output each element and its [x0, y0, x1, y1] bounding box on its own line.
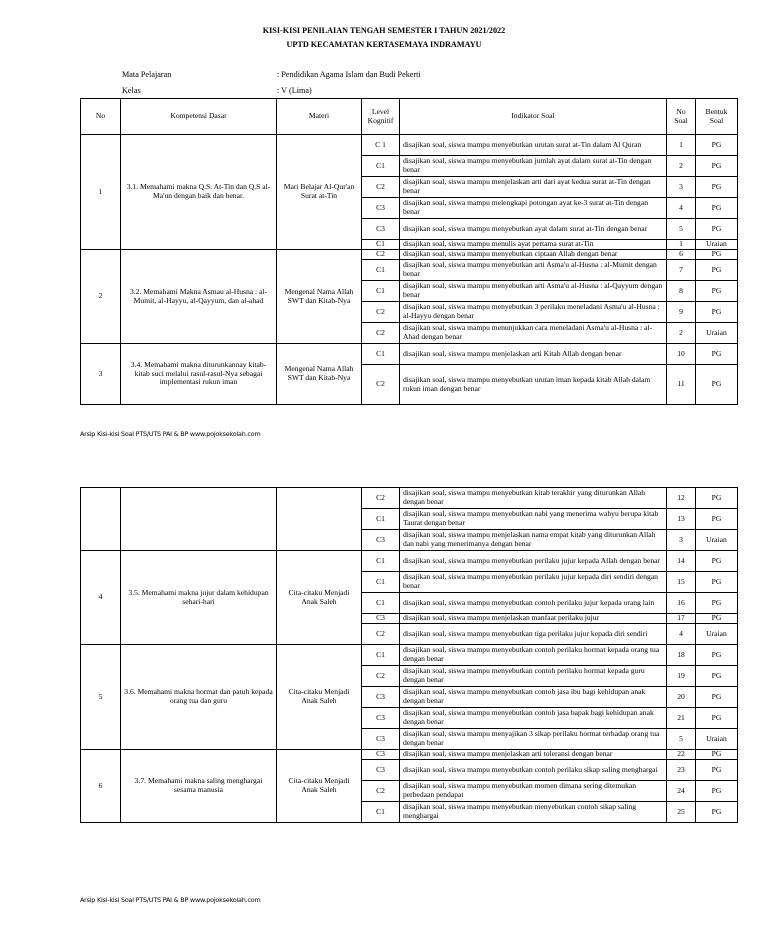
footer-text: Arsip Kisi-kisi Soal PTS/UTS PAI & BP www.pojoksekolah.com [80, 430, 261, 438]
level-kognitif: C3 [362, 750, 400, 760]
no-soal: 10 [667, 344, 696, 365]
bentuk-soal: PG [696, 219, 738, 240]
level-kognitif: C2 [362, 781, 400, 802]
indikator-soal: disajikan soal, siswa mampu menyebutkan ayat dalam surat at-Tin dengan benar [400, 219, 667, 240]
group-number: 6 [81, 750, 121, 823]
no-soal: 21 [667, 708, 696, 729]
indikator-soal: disajikan soal, siswa mampu menyebutkan 3 perilaku meneladani Asma'u al-Husna : al-Hayyu dengan benar [400, 302, 667, 323]
table-row [81, 750, 738, 760]
level-kognitif: C2 [362, 323, 400, 344]
kompetensi-dasar: 3.2. Memahami Makna Asmau al-Husna : al-Mumit, al-Hayyu, al-Qayyum, dan al-ahad [121, 250, 277, 344]
indikator-soal: disajikan soal, siswa mampu menyebutkan contoh perilaku hormat kepada guru dengan benar [400, 666, 667, 687]
indikator-soal: disajikan soal, siswa mampu menunjukkan cara meneladani Asma'u al-Husna : al-Ahad dengan benar [400, 323, 667, 344]
materi: Mari Belajar Al-Qur'an Surat at-Tin [277, 135, 362, 250]
kompetensi-dasar: 3.6. Memahami makna hormat dan patuh kepada orang tua dan guru [121, 645, 277, 750]
table-row [81, 135, 738, 156]
indikator-soal: disajikan soal, siswa mampu menulis ayat pertama surat at-Tin [400, 240, 667, 250]
bentuk-soal: PG [696, 645, 738, 666]
no-soal: 18 [667, 645, 696, 666]
level-kognitif: C3 [362, 614, 400, 624]
level-kognitif: C2 [362, 624, 400, 645]
group-number [81, 488, 121, 551]
bentuk-soal: PG [696, 551, 738, 572]
kompetensi-dasar [121, 488, 277, 551]
no-soal: 14 [667, 551, 696, 572]
col-header-no-soal: No Soal [667, 99, 696, 135]
indikator-soal: disajikan soal, siswa mampu menyebutkan contoh jasa bapak bagi kehidupan anak dengan benar [400, 708, 667, 729]
bentuk-soal: PG [696, 302, 738, 323]
level-kognitif: C2 [362, 365, 400, 405]
level-kognitif: C1 [362, 593, 400, 614]
bentuk-soal: PG [696, 802, 738, 823]
no-soal: 7 [667, 260, 696, 281]
kompetensi-dasar: 3.1. Memahami makna Q.S. At-Tin dan Q.S al-Ma'un dengan baik dan benar. [121, 135, 277, 250]
indikator-soal: disajikan soal, siswa mampu menyebutkan contoh perilaku sikap saling menghargai [400, 760, 667, 781]
indikator-soal: disajikan soal, siswa mampu menyebutkan perilaku jujur kepada Allah dengan benar [400, 551, 667, 572]
no-soal: 5 [667, 729, 696, 750]
grid-table-page-2 [80, 487, 738, 823]
bentuk-soal: PG [696, 750, 738, 760]
level-kognitif: C2 [362, 177, 400, 198]
indikator-soal: disajikan soal, siswa mampu menyebutkan arti Asma'u al-Husna : al-Mumit dengan benar [400, 260, 667, 281]
level-kognitif: C3 [362, 760, 400, 781]
bentuk-soal: PG [696, 509, 738, 530]
no-soal: 9 [667, 302, 696, 323]
footer-text: Arsip Kisi-kisi Soal PTS/UTS PAI & BP www.pojoksekolah.com [80, 896, 261, 904]
no-soal: 24 [667, 781, 696, 802]
materi [277, 488, 362, 551]
level-kognitif: C1 [362, 281, 400, 302]
table-header-row [81, 99, 738, 135]
no-soal: 3 [667, 530, 696, 551]
level-kognitif: C3 [362, 219, 400, 240]
col-header-no: No [81, 99, 121, 135]
bentuk-soal: PG [696, 687, 738, 708]
indikator-soal: disajikan soal, siswa mampu menjelaskan arti dari ayat kedua surat at-Tin dengan benar [400, 177, 667, 198]
table-row [81, 551, 738, 572]
indikator-soal: disajikan soal, siswa mampu menyajikan 3 sikap perilaku hormat terhadap orang tua dengan benar [400, 729, 667, 750]
indikator-soal: disajikan soal, siswa mampu menyebutkan arti Asma'u al-Husna : al-Qayyum dengan benar [400, 281, 667, 302]
level-kognitif: C3 [362, 687, 400, 708]
indikator-soal: disajikan soal, siswa mampu menyebutkan menyebutkan contoh sikap saling menghargai [400, 802, 667, 823]
bentuk-soal: PG [696, 344, 738, 365]
col-header-indikator: Indikator Soal [400, 99, 667, 135]
no-soal: 1 [667, 135, 696, 156]
bentuk-soal: PG [696, 760, 738, 781]
indikator-soal: disajikan soal, siswa mampu menjelaskan arti toleransi dengan benar [400, 750, 667, 760]
bentuk-soal: PG [696, 572, 738, 593]
no-soal: 15 [667, 572, 696, 593]
indikator-soal: disajikan soal, siswa mampu menyebutkan kitab terakhir yang diturunkan Allah dengan benar [400, 488, 667, 509]
materi: Mengenal Nama Allah SWT dan Kitab-Nya [277, 344, 362, 405]
col-header-level: Level Kognitif [362, 99, 400, 135]
bentuk-soal: PG [696, 614, 738, 624]
no-soal: 20 [667, 687, 696, 708]
no-soal: 2 [667, 323, 696, 344]
level-kognitif: C2 [362, 666, 400, 687]
table-row [81, 250, 738, 260]
group-number: 4 [81, 551, 121, 645]
level-kognitif: C3 [362, 729, 400, 750]
no-soal: 17 [667, 614, 696, 624]
level-kognitif: C2 [362, 302, 400, 323]
no-soal: 1 [667, 240, 696, 250]
table-row [81, 488, 738, 509]
materi: Cita-citaku Menjadi Anak Saleh [277, 551, 362, 645]
bentuk-soal: PG [696, 177, 738, 198]
bentuk-soal: PG [696, 281, 738, 302]
no-soal: 8 [667, 281, 696, 302]
bentuk-soal: PG [696, 135, 738, 156]
no-soal: 2 [667, 156, 696, 177]
indikator-soal: disajikan soal, siswa mampu menyebutkan nabi yang menerima wahyu berupa kitab Taurat dengan benar [400, 509, 667, 530]
subject-value: : Pendidikan Agama Islam dan Budi Pekerti [277, 70, 421, 79]
bentuk-soal: PG [696, 666, 738, 687]
col-header-kompetensi: Kompetensi Dasar [121, 99, 277, 135]
level-kognitif: C1 [362, 509, 400, 530]
kompetensi-dasar: 3.5. Memahami makna jujur dalam kehidupan sehari-hari [121, 551, 277, 645]
indikator-soal: disajikan soal, siswa mampu menjelaskan arti Kitab Allah dengan benar [400, 344, 667, 365]
no-soal: 25 [667, 802, 696, 823]
bentuk-soal: PG [696, 365, 738, 405]
no-soal: 22 [667, 750, 696, 760]
bentuk-soal: PG [696, 708, 738, 729]
group-number: 3 [81, 344, 121, 405]
level-kognitif: C3 [362, 198, 400, 219]
bentuk-soal: Uraian [696, 323, 738, 344]
indikator-soal: disajikan soal, siswa mampu menyebutkan perilaku jujur kepada diri sendiri dengan benar [400, 572, 667, 593]
level-kognitif: C2 [362, 488, 400, 509]
bentuk-soal: Uraian [696, 729, 738, 750]
document-title: KISI-KISI PENILAIAN TENGAH SEMESTER I TAHUN 2021/2022 [262, 26, 506, 35]
no-soal: 13 [667, 509, 696, 530]
bentuk-soal: Uraian [696, 624, 738, 645]
indikator-soal: disajikan soal, siswa mampu menyebutkan contoh jasa ibu bagi kehidupan anak dengan benar [400, 687, 667, 708]
no-soal: 4 [667, 624, 696, 645]
level-kognitif: C3 [362, 708, 400, 729]
indikator-soal: disajikan soal, siswa mampu menyebutkan ciptaan Allah dengan benar [400, 250, 667, 260]
col-header-bentuk: Bentuk Soal [696, 99, 738, 135]
indikator-soal: disajikan soal, siswa mampu menyebutkan jumlah ayat dalam surat at-Tin dengan benar [400, 156, 667, 177]
group-number: 5 [81, 645, 121, 750]
col-header-materi: Materi [277, 99, 362, 135]
document-subtitle: UPTD KECAMATAN KERTASEMAYA INDRAMAYU [286, 40, 482, 49]
grid-table-page-1 [80, 98, 738, 405]
level-kognitif: C1 [362, 572, 400, 593]
group-number: 2 [81, 250, 121, 344]
level-kognitif: C1 [362, 240, 400, 250]
no-soal: 11 [667, 365, 696, 405]
bentuk-soal: Uraian [696, 240, 738, 250]
table-row [81, 344, 738, 365]
level-kognitif: C1 [362, 344, 400, 365]
bentuk-soal: PG [696, 198, 738, 219]
bentuk-soal: PG [696, 488, 738, 509]
indikator-soal: disajikan soal, siswa mampu melengkapi potongan ayat ke-3 surat at-Tin dengan benar [400, 198, 667, 219]
level-kognitif: C1 [362, 645, 400, 666]
no-soal: 16 [667, 593, 696, 614]
indikator-soal: disajikan soal, siswa mampu menyebutkan momen dimana sering ditemukan perbedaan pendapat [400, 781, 667, 802]
level-kognitif: C3 [362, 530, 400, 551]
class-value: : V (Lima) [277, 86, 312, 95]
bentuk-soal: PG [696, 250, 738, 260]
bentuk-soal: Uraian [696, 530, 738, 551]
materi: Mengenal Nama Allah SWT dan Kitab-Nya [277, 250, 362, 344]
level-kognitif: C2 [362, 250, 400, 260]
table-row [81, 645, 738, 666]
kompetensi-dasar: 3.7. Memahami makna saling menghargai sesama manusia [121, 750, 277, 823]
materi: Cita-citaku Menjadi Anak Saleh [277, 645, 362, 750]
no-soal: 12 [667, 488, 696, 509]
indikator-soal: disajikan soal, siswa mampu menyebutkan urutan iman kepada kitab Allah dalam rukun iman dengan benar [400, 365, 667, 405]
indikator-soal: disajikan soal, siswa mampu menyebutkan tiga perilaku jujur kepada diri sendiri [400, 624, 667, 645]
level-kognitif: C1 [362, 260, 400, 281]
kompetensi-dasar: 3.4. Memahami makna diturunkannay kitab-kitab suci melalui rasul-rasul-Nya sebagai implementasi rukun iman [121, 344, 277, 405]
indikator-soal: disajikan soal, siswa mampu menyebutkan contoh perilaku hormat kepada orang tua dengan benar [400, 645, 667, 666]
bentuk-soal: PG [696, 593, 738, 614]
level-kognitif: C 1 [362, 135, 400, 156]
indikator-soal: disajikan soal, siswa mampu menyebutkan urutan surat at-Tin dalam Al Quran [400, 135, 667, 156]
indikator-soal: disajikan soal, siswa mampu menjelaskan manfaat perilaku jujur [400, 614, 667, 624]
indikator-soal: disajikan soal, siswa mampu menyebutkan contoh perilaku jujur kepada orang lain [400, 593, 667, 614]
no-soal: 5 [667, 219, 696, 240]
no-soal: 23 [667, 760, 696, 781]
indikator-soal: disajikan soal, siswa mampu menjelaskan nama empat kitab yang diturunkan Allah dan nabi yang menerimanya dengan benar [400, 530, 667, 551]
group-number: 1 [81, 135, 121, 250]
bentuk-soal: PG [696, 781, 738, 802]
no-soal: 4 [667, 198, 696, 219]
no-soal: 19 [667, 666, 696, 687]
no-soal: 6 [667, 250, 696, 260]
materi: Cita-citaku Menjadi Anak Saleh [277, 750, 362, 823]
level-kognitif: C1 [362, 551, 400, 572]
class-label: Kelas [122, 86, 141, 95]
subject-label: Mata Pelajaran [122, 70, 172, 79]
level-kognitif: C1 [362, 802, 400, 823]
no-soal: 3 [667, 177, 696, 198]
bentuk-soal: PG [696, 260, 738, 281]
bentuk-soal: PG [696, 156, 738, 177]
level-kognitif: C1 [362, 156, 400, 177]
